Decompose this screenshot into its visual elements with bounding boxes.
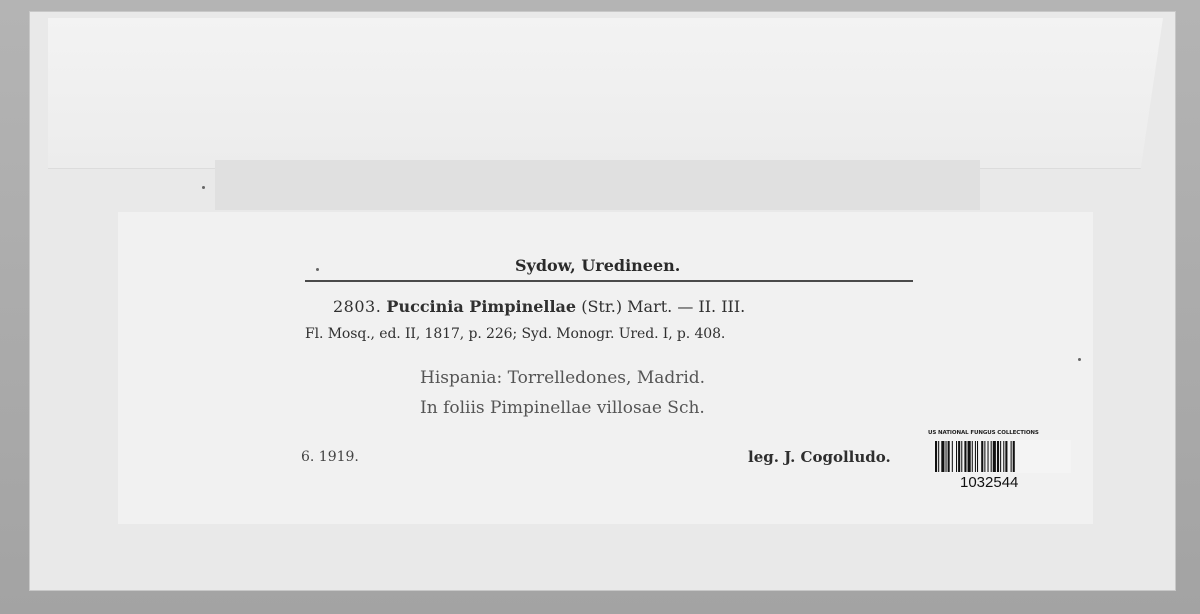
dust-speck [202, 186, 205, 189]
collection-date: 6. 1919. [301, 449, 359, 465]
barcode-title: US NATIONAL FUNGUS COLLECTIONS [928, 430, 1039, 436]
species-authority: (Str.) Mart. — II. III. [581, 297, 746, 316]
substrate-line: In foliis Pimpinellae villosae Sch. [420, 398, 705, 418]
envelope-flap [48, 18, 1163, 169]
barcode-bars [933, 440, 1071, 473]
species-name: Puccinia Pimpinellae [386, 297, 577, 316]
references-line: Fl. Mosq., ed. II, 1817, p. 226; Syd. Monogr. Ured. I, p. 408. [305, 326, 726, 342]
taxon-line [333, 297, 745, 316]
barcode-number: 1032544 [960, 474, 1019, 491]
locality-line: Hispania: Torrelledones, Madrid. [420, 368, 706, 388]
dust-speck [1078, 358, 1081, 361]
header-rule [305, 280, 913, 282]
flap-shadow [215, 160, 980, 210]
label-header: Sydow, Uredineen. [515, 256, 681, 275]
collector-line: leg. J. Cogolludo. [748, 448, 891, 466]
dust-speck [316, 268, 319, 271]
exsiccata-number: 2803. [333, 297, 382, 316]
